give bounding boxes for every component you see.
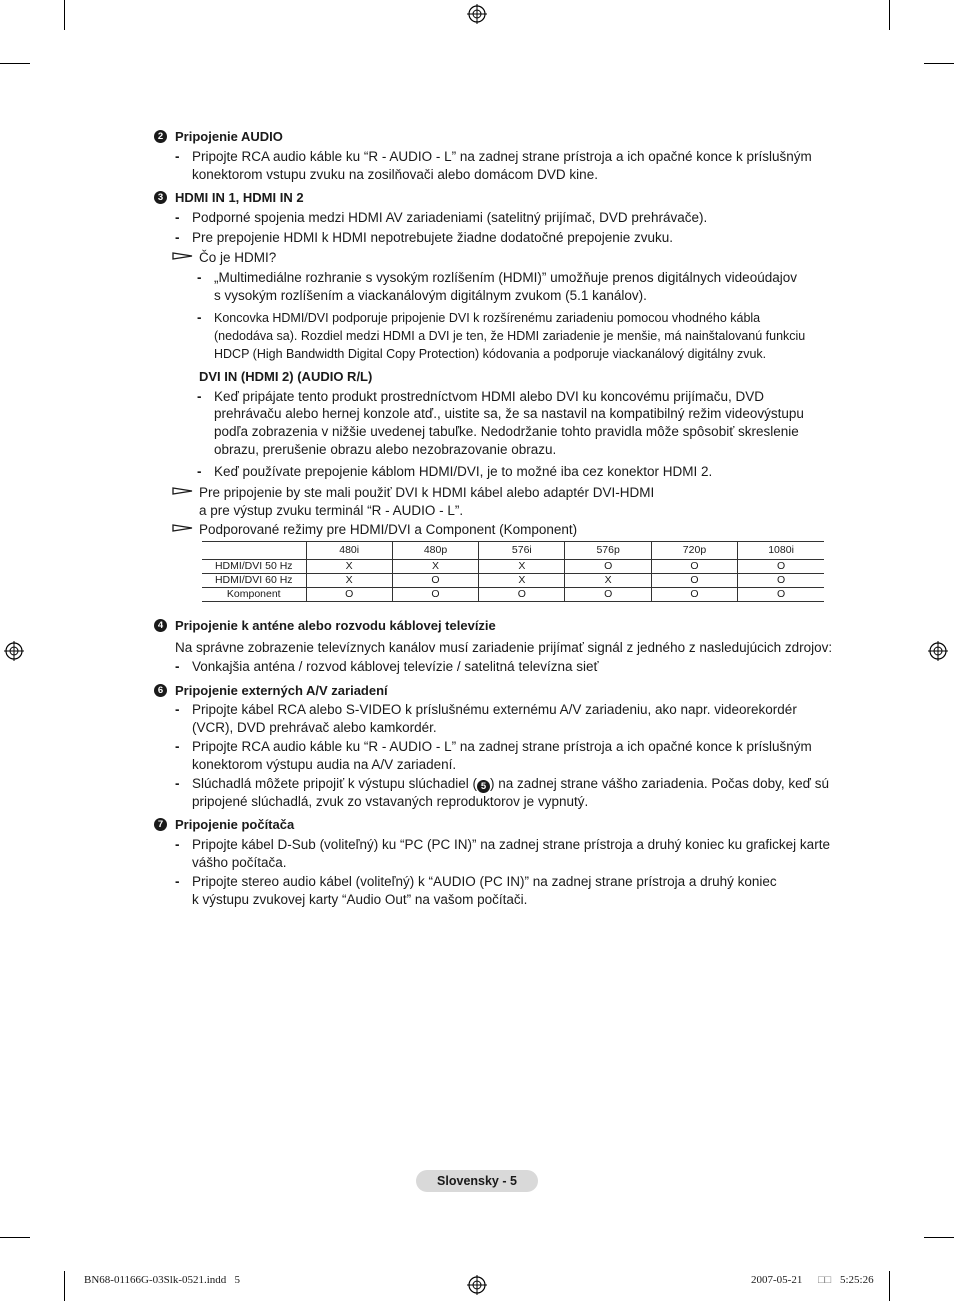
table-cell: X	[306, 574, 392, 588]
section-title: HDMI IN 1, HDMI IN 2	[175, 190, 304, 205]
note-arrow-icon	[172, 485, 194, 497]
bullet-text: vášho počítača.	[192, 855, 287, 870]
table-cell: O	[306, 588, 392, 602]
note-text: a pre výstup zvuku terminál “R - AUDIO - L”.	[199, 503, 464, 518]
bullet-dash: -	[197, 464, 202, 479]
registration-mark-icon	[467, 4, 487, 24]
bullet-text: (VCR), DVD prehrávač alebo kamkordér.	[192, 720, 437, 735]
bullet-text: Pre prepojenie HDMI k HDMI nepotrebujete žiadne dodatočné prepojenie zvuku.	[192, 230, 674, 245]
bullet-text: Pripojte kábel D-Sub (voliteľný) ku “PC (PC IN)” na zadnej strane prístroja a druhý koniec ku grafickej karte	[192, 837, 830, 852]
note-text: Podporované režimy pre HDMI/DVI a Component (Komponent)	[199, 522, 578, 537]
bullet-dash: -	[175, 776, 180, 791]
table-header-row	[202, 542, 824, 560]
bullet-text: Koncovka HDMI/DVI podporuje pripojenie DVI k rozšírenému zariadeniu pomocou vhodného kábla	[214, 311, 761, 325]
footer-filename: BN68-01166G-03Slk-0521.indd 5	[84, 1274, 241, 1286]
table-cell: X	[306, 560, 392, 574]
bullet-text: Pripojte stereo audio kábel (voliteľný) k “AUDIO (PC IN)” na zadnej strane prístroja a druhý koniec	[192, 874, 777, 889]
table-cell: O	[738, 560, 824, 574]
crop-mark	[64, 1271, 65, 1301]
bullet-text: Keď pripájate tento produkt prostredníctvom HDMI alebo DVI ku koncovému prijímaču, DVD	[214, 389, 765, 404]
footer-garbled: □□	[818, 1274, 832, 1286]
table-header-cell: 480p	[392, 542, 478, 560]
registration-mark-icon	[928, 641, 948, 661]
footer-date: 2007-05-21	[751, 1274, 803, 1286]
section-number-badge: 3	[154, 191, 167, 204]
bullet-text-part: Slúchadlá môžete pripojiť k výstupu slúchadiel (	[192, 776, 477, 791]
bullet-dash: -	[197, 389, 202, 404]
table-cell: O	[738, 574, 824, 588]
bullet-dash: -	[175, 659, 180, 674]
crop-mark	[889, 1271, 890, 1301]
table-cell: O	[651, 560, 737, 574]
bullet-text-part: ) na zadnej strane vášho zariadenia. Počas doby, keď sú	[489, 776, 829, 791]
subsection-title: DVI IN (HDMI 2) (AUDIO R/L)	[199, 369, 373, 384]
bullet-text: s vysokým rozlíšením a viackanálovým digitálnym zvukom (5.1 kanálov).	[214, 288, 647, 303]
table-header-cell: 576i	[479, 542, 565, 560]
bullet-dash: -	[175, 210, 180, 225]
table-cell: O	[565, 588, 651, 602]
note-arrow-icon	[172, 250, 194, 262]
bullet-text: k výstupu zvukovej karty “Audio Out” na vašom počítači.	[192, 892, 528, 907]
crop-mark	[0, 63, 30, 64]
table-cell: HDMI/DVI 60 Hz	[202, 574, 306, 588]
note-arrow-icon	[172, 522, 194, 534]
bullet-text: konektorom výstupu audia na A/V zariadení.	[192, 757, 457, 772]
bullet-dash: -	[175, 149, 180, 164]
table-cell: X	[565, 574, 651, 588]
table-row	[202, 588, 824, 602]
bullet-dash: -	[175, 702, 180, 717]
inline-number-badge: 5	[477, 780, 490, 793]
paragraph-text: Na správne zobrazenie televíznych kanálov musí zariadenie prijímať signál z jedného z nasledujúcich zdrojov:	[175, 640, 833, 655]
registration-mark-icon	[4, 641, 24, 661]
table-cell: O	[392, 588, 478, 602]
crop-mark	[924, 63, 954, 64]
table-cell: X	[392, 560, 478, 574]
bullet-dash: -	[197, 270, 202, 285]
bullet-dash: -	[175, 837, 180, 852]
supported-modes-table	[202, 541, 824, 602]
table-cell: HDMI/DVI 50 Hz	[202, 560, 306, 574]
bullet-dash: -	[197, 310, 202, 325]
table-header-cell: 576p	[565, 542, 651, 560]
bullet-text: (nedodáva sa). Rozdiel medzi HDMI a DVI je ten, že HDMI zariadenie je menšie, má nainštalovanú funkciu	[214, 329, 806, 343]
bullet-text: pripojené slúchadlá, zvuk zo vstavaných reproduktorov je vypnutý.	[192, 794, 589, 809]
bullet-text: konektorom vstupu zvuku na zosilňovači alebo domácom DVD kine.	[192, 167, 598, 182]
bullet-dash: -	[175, 230, 180, 245]
bullet-text: Keď používate prepojenie káblom HDMI/DVI, je to možné iba cez konektor HDMI 2.	[214, 464, 713, 479]
bullet-text: Pripojte RCA audio káble ku “R - AUDIO - L” na zadnej strane prístroja a ich opačné konce k príslušným	[192, 149, 812, 164]
bullet-text: Podporné spojenia medzi HDMI AV zariadeniami (satelitný prijímač, DVD prehrávače).	[192, 210, 708, 225]
table-cell: O	[738, 588, 824, 602]
bullet-text: Vonkajšia anténa / rozvod káblovej televízie / satelitná televízna sieť	[192, 659, 599, 674]
table-cell: O	[651, 574, 737, 588]
table-header-cell: 1080i	[738, 542, 824, 560]
section-title: Pripojenie AUDIO	[175, 129, 283, 144]
bullet-text: prehrávaču alebo hernej konzole atď., uistite sa, že sa nastavil na kompatibilný režim videovýstupu	[214, 406, 804, 421]
table-row	[202, 560, 824, 574]
section-number-badge: 2	[154, 130, 167, 143]
bullet-text: obrazu, prerušenie obrazu alebo nezobrazovanie obrazu.	[214, 442, 557, 457]
bullet-text: Pripojte kábel RCA alebo S-VIDEO k príslušnému externému A/V zariadeniu, ako napr. videorekordér	[192, 702, 797, 717]
section-number-badge: 6	[154, 684, 167, 697]
note-text: Pre pripojenie by ste mali použiť DVI k HDMI kábel alebo adaptér DVI-HDMI	[199, 485, 655, 500]
crop-mark	[64, 0, 65, 30]
bullet-dash: -	[175, 874, 180, 889]
bullet-text: „Multimediálne rozhranie s vysokým rozlíšením (HDMI)” umožňuje prenos digitálnych videoúdajov	[214, 270, 797, 285]
bullet-dash: -	[175, 739, 180, 754]
note-text: Čo je HDMI?	[199, 250, 277, 265]
footer-time: 5:25:26	[840, 1274, 874, 1286]
table-cell	[202, 542, 306, 560]
bullet-text: Pripojte RCA audio káble ku “R - AUDIO - L” na zadnej strane prístroja a ich opačné konce k príslušným	[192, 739, 812, 754]
table-cell: O	[392, 574, 478, 588]
section-title: Pripojenie k anténe alebo rozvodu káblovej televízie	[175, 618, 496, 633]
bullet-text: HDCP (High Bandwidth Digital Copy Protection) kódovania a podporuje viackanálový digitálny zvuk.	[214, 347, 767, 361]
section-title: Pripojenie externých A/V zariadení	[175, 683, 388, 698]
table-cell: O	[479, 588, 565, 602]
page-number-label: Slovensky - 5	[416, 1170, 538, 1192]
table-cell: O	[565, 560, 651, 574]
table-header-cell: 720p	[651, 542, 737, 560]
bullet-text: podľa zobrazenia v nižšie uvedenej tabuľke. Nedodržanie tohto pravidla môže spôsobiť skreslenie	[214, 424, 799, 439]
table-cell: X	[479, 574, 565, 588]
table-cell: Komponent	[202, 588, 306, 602]
section-title: Pripojenie počítača	[175, 817, 295, 832]
table-cell: O	[651, 588, 737, 602]
table-row	[202, 574, 824, 588]
crop-mark	[0, 1237, 30, 1238]
table-header-cell: 480i	[306, 542, 392, 560]
registration-mark-icon	[467, 1275, 487, 1295]
table-cell: X	[479, 560, 565, 574]
section-number-badge: 4	[154, 619, 167, 632]
section-number-badge: 7	[154, 818, 167, 831]
bullet-text	[192, 775, 829, 793]
crop-mark	[924, 1237, 954, 1238]
crop-mark	[889, 0, 890, 30]
